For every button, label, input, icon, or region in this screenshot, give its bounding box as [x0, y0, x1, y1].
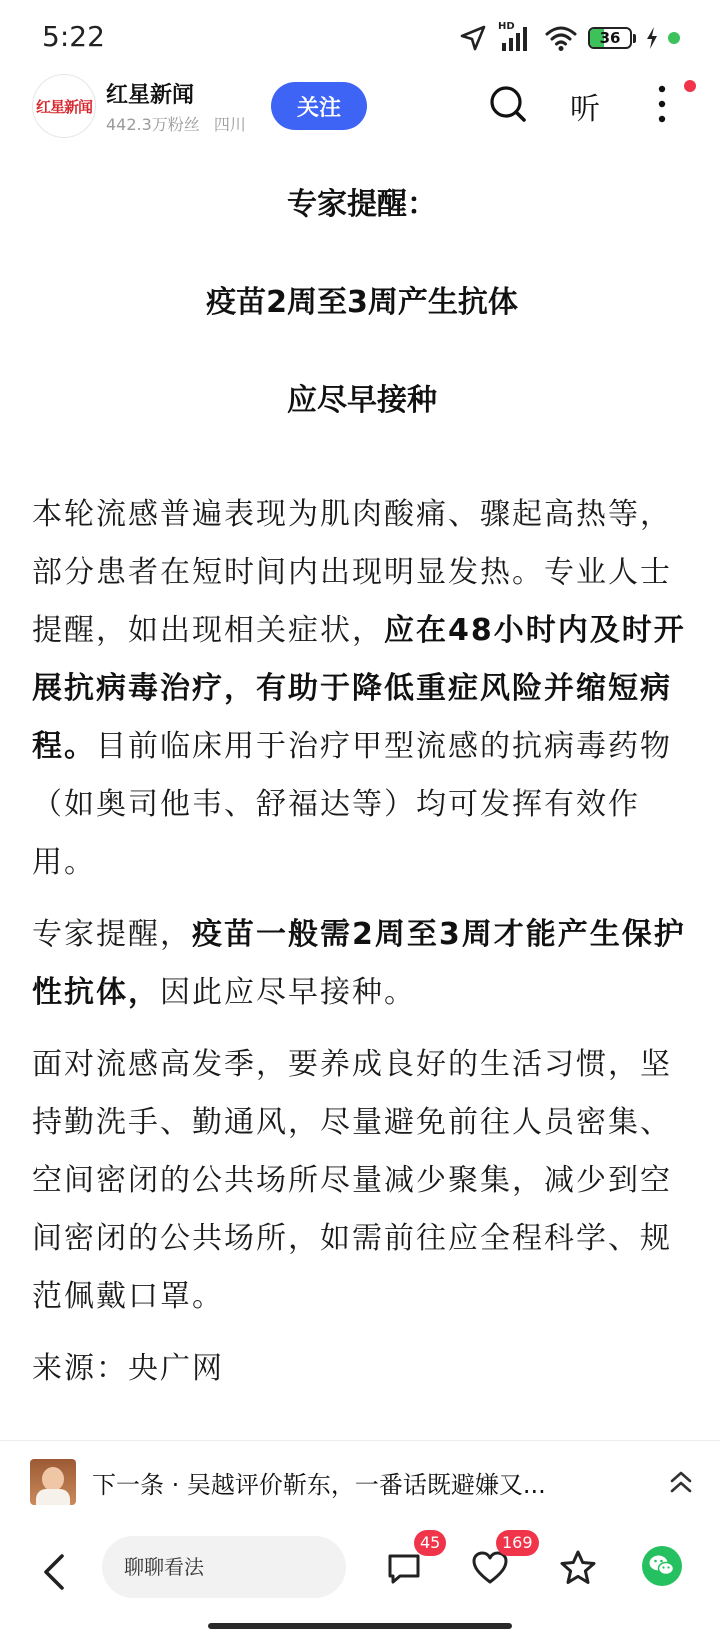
cellular-signal-icon — [498, 23, 534, 53]
article-header — [0, 72, 720, 172]
paragraph-text: 因此应尽早接种。 — [160, 975, 416, 1010]
author-name[interactable]: 红星新闻 — [106, 83, 195, 108]
battery-icon — [588, 27, 636, 49]
paragraph-text: 本轮流感普遍表现为肌肉酸痛、骤起高热等，部分患者在短时间内出现明显发热。专业人士提醒，如出现相关症状， — [32, 497, 672, 648]
status-bar — [0, 0, 720, 78]
follower-count: 442.3万粉丝 — [106, 115, 200, 134]
follow-button[interactable]: 关注 — [271, 82, 367, 130]
more-vertical-icon[interactable] — [652, 84, 672, 124]
star-icon[interactable] — [558, 1548, 598, 1588]
author-meta — [106, 112, 246, 135]
charging-bolt-icon — [646, 27, 658, 49]
search-icon[interactable] — [488, 84, 528, 124]
next-article-bar[interactable] — [0, 1440, 720, 1524]
article-source: 来源：央广网 — [32, 1351, 224, 1386]
author-logo-text: 红星新闻 — [35, 97, 92, 116]
next-article-title[interactable]: 下一条 · 吴越评价靳东，一番话既避嫌又... — [92, 1471, 546, 1499]
next-article-thumbnail[interactable] — [30, 1459, 76, 1505]
wechat-share-icon[interactable] — [642, 1546, 682, 1586]
location-arrow-icon — [458, 23, 488, 53]
article-subheading: 应尽早接种 — [287, 383, 437, 418]
double-chevron-up-icon[interactable] — [668, 1467, 694, 1497]
battery-level-text: 36 — [599, 29, 621, 47]
comment-count-badge: 45 — [414, 1530, 446, 1556]
article-paragraph — [32, 906, 692, 1022]
charging-dot — [668, 32, 680, 44]
article-body — [32, 180, 692, 1412]
article-subheading: 专家提醒： — [287, 187, 437, 222]
comment-input[interactable]: 聊聊看法 — [102, 1536, 346, 1598]
author-location: 四川 — [213, 115, 246, 134]
author-avatar[interactable] — [32, 74, 96, 138]
paragraph-text: 目前临床用于治疗甲型流感的抗病毒药物（如奥司他韦、舒福达等）均可发挥有效作用。 — [32, 729, 672, 880]
signal-hd-label: HD — [498, 21, 515, 32]
home-indicator — [208, 1623, 512, 1629]
status-time: 5:22 — [42, 20, 105, 53]
article-subheading: 疫苗2周至3周产生抗体 — [206, 285, 518, 320]
paragraph-bold-text: 疫苗一般需2周至3周才能产生保护性抗体， — [32, 917, 686, 1010]
paragraph-bold-text: 应在48小时内及时开展抗病毒治疗，有助于降低重症风险并缩短病程。 — [32, 613, 686, 764]
wifi-icon — [544, 24, 578, 52]
comment-icon[interactable] — [384, 1548, 424, 1588]
back-arrow-icon[interactable] — [36, 1548, 76, 1596]
notification-dot — [684, 80, 696, 92]
paragraph-text: 专家提醒， — [32, 917, 192, 952]
listen-button[interactable]: 听 — [570, 92, 600, 127]
article-paragraph: 面对流感高发季，要养成良好的生活习惯，坚持勤洗手、勤通风，尽量避免前往人员密集、空间密闭的公共场所尽量减少聚集，减少到空间密闭的公共场所，如需前往应全程科学、规范佩戴口罩。 — [32, 1047, 672, 1314]
status-icons — [458, 20, 680, 56]
article-paragraph — [32, 486, 692, 892]
like-count-badge: 169 — [496, 1530, 539, 1556]
